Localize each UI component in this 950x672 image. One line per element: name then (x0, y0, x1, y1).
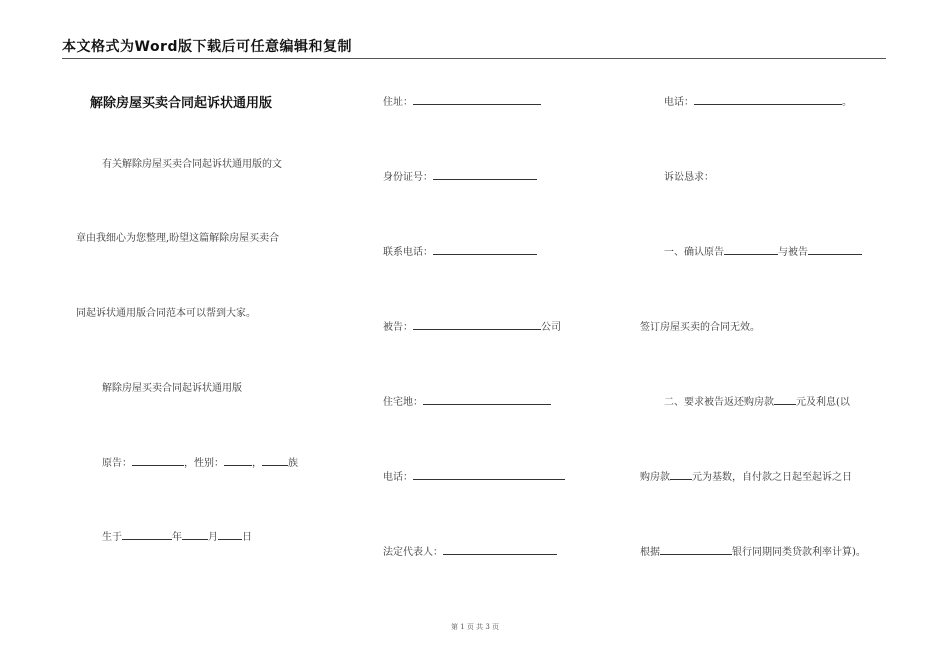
intro-line-1: 有关解除房屋买卖合同起诉状通用版的文 (102, 159, 282, 170)
contact-phone-line (383, 243, 537, 258)
address-line (383, 93, 541, 108)
defendant-phone-blank (694, 95, 842, 105)
claim2-prefix: 二、要求被告返还购房款 (664, 397, 774, 408)
page-header (62, 36, 886, 59)
birth-prefix: 生于 (102, 532, 122, 543)
birth-day-label: 日 (242, 532, 252, 543)
intro-line-3: 同起诉状通用版合同范本可以帮到大家。 (76, 308, 256, 319)
claim2b-suffix: 元为基数，自付款之日起至起诉之日 (692, 472, 852, 483)
page-number: 第 1 页 共 3 页 (450, 623, 500, 631)
birth-line (102, 528, 252, 543)
defendant-blank (413, 320, 541, 330)
legal-rep-label: 法定代表人： (383, 547, 443, 558)
separator: ， (252, 458, 262, 469)
claims-title: 诉讼恳求： (664, 172, 714, 183)
claim2c-suffix: 银行同期同类贷款利率计算)。 (732, 547, 866, 558)
claim2-line-a (664, 393, 850, 408)
legal-rep-blank (443, 545, 557, 555)
residence-line (383, 393, 551, 408)
claim2-line-b (640, 468, 852, 483)
gender-blank (224, 456, 252, 466)
id-number-blank (433, 170, 537, 180)
contact-phone-blank (433, 245, 537, 255)
claim2-line-c (640, 543, 866, 558)
id-number-label: 身份证号： (383, 172, 433, 183)
address-blank (413, 95, 541, 105)
plaintiff-name-blank (132, 456, 184, 466)
header-text: 本文格式为Word版下载后可任意编辑和复制 (62, 39, 352, 55)
plaintiff-line (102, 454, 298, 469)
defendant-phone-line (664, 93, 852, 108)
defendant-phone-label: 电话： (664, 97, 694, 108)
intro-line-2: 章由我细心为您整理,盼望这篇解除房屋买卖合 (76, 233, 280, 244)
claim1-plaintiff-blank (724, 245, 778, 255)
claim1-mid: 与被告 (778, 247, 808, 258)
birth-year-blank (122, 530, 172, 540)
ethnic-suffix: 族 (288, 458, 298, 469)
defendant-label: 被告： (383, 322, 413, 333)
birth-year-label: 年 (172, 532, 182, 543)
birth-month-label: 月 (208, 532, 218, 543)
birth-month-blank (182, 530, 208, 540)
claim1-prefix: 一、确认原告 (664, 247, 724, 258)
claim2b-amount-blank (670, 470, 692, 480)
claim1-line-b: 签订房屋买卖的合同无效。 (640, 322, 760, 333)
defendant-line (383, 318, 561, 333)
ethnic-blank (262, 456, 288, 466)
claim2c-bank-blank (660, 545, 732, 555)
phone-label: 电话： (383, 472, 413, 483)
claim1-defendant-blank (808, 245, 862, 255)
gender-label: ，性别： (184, 458, 224, 469)
birth-day-blank (218, 530, 242, 540)
defendant-phone-suffix: 。 (842, 97, 852, 108)
document-title: 解除房屋买卖合同起诉状通用版 (90, 96, 273, 111)
legal-rep-line (383, 543, 557, 558)
claim2-suffix: 元及利息(以 (796, 397, 850, 408)
id-number-line (383, 168, 537, 183)
plaintiff-label: 原告： (102, 458, 132, 469)
claim2b-prefix: 购房款 (640, 472, 670, 483)
residence-blank (423, 395, 551, 405)
page-footer (0, 622, 950, 632)
claim2-amount-blank (774, 395, 796, 405)
claim1-line-a (664, 243, 862, 258)
phone-line (383, 468, 565, 483)
defendant-suffix: 公司 (541, 322, 561, 333)
address-label: 住址： (383, 97, 413, 108)
residence-label: 住宅地： (383, 397, 423, 408)
phone-blank (413, 470, 565, 480)
contact-phone-label: 联系电话： (383, 247, 433, 258)
claim2c-prefix: 根据 (640, 547, 660, 558)
subtitle: 解除房屋买卖合同起诉状通用版 (102, 383, 242, 394)
